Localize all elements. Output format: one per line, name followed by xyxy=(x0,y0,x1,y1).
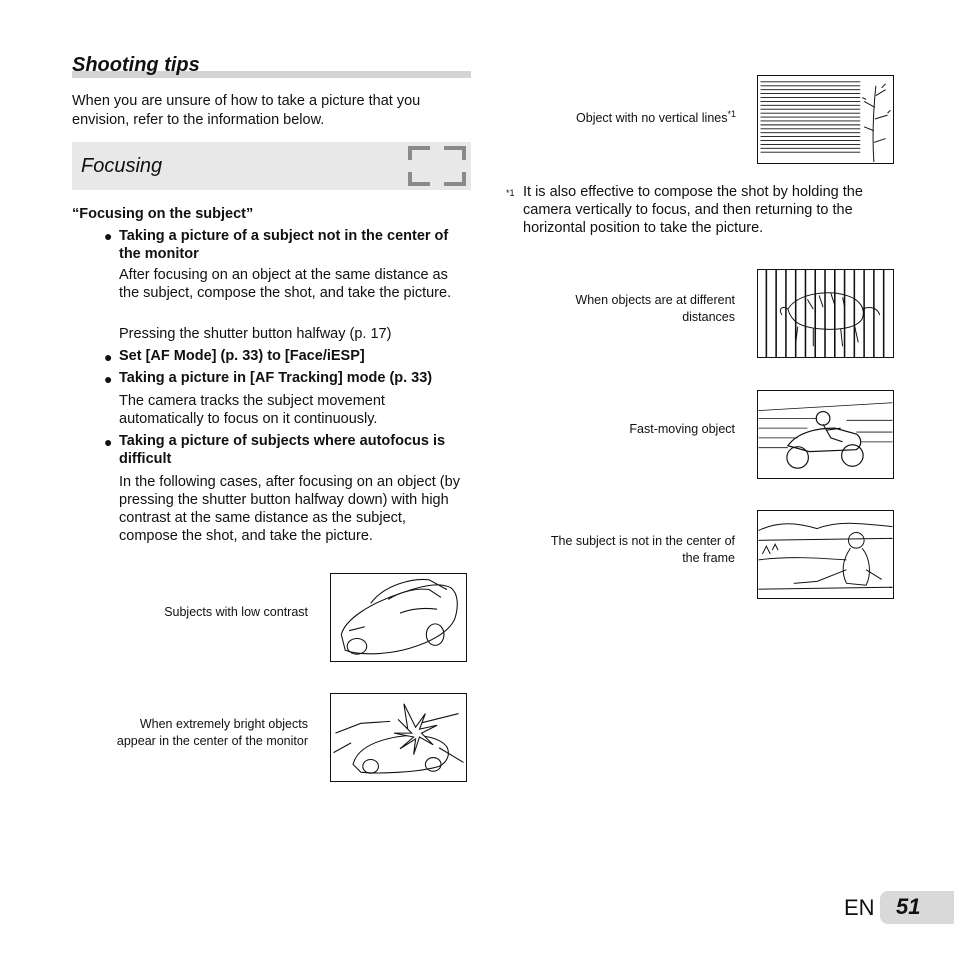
page-number: 51 xyxy=(896,894,921,919)
caption-distances-line2: distances xyxy=(682,310,735,324)
cage-tiger-illustration xyxy=(757,269,894,358)
caption-bright-line2: appear in the center of the monitor xyxy=(116,734,308,748)
section-title: Focusing xyxy=(81,155,163,177)
caption-bright-line1: When extremely bright objects xyxy=(139,717,308,731)
bullet-icon: ● xyxy=(104,434,113,450)
low-contrast-car-illustration xyxy=(330,573,467,662)
item-title: Taking a picture of a subject not in the center of the monitor xyxy=(119,228,449,262)
caption-not-center-line1: The subject is not in the center of xyxy=(550,534,735,548)
footnote-mark: *1 xyxy=(506,188,515,198)
intro-text: When you are unsure of how to take a picture that you envision, refer to the information below. xyxy=(72,93,421,128)
footnote-ref: *1 xyxy=(727,109,736,119)
caption-fast: Fast-moving object xyxy=(629,422,735,436)
footnote-text: It is also effective to compose the shot by holding the camera vertically to focus, and then returning to the horizontal position to take the picture. xyxy=(523,184,863,236)
off-center-subject-illustration xyxy=(757,510,894,599)
bullet-icon: ● xyxy=(104,371,113,387)
af-frame-icon xyxy=(408,146,466,186)
page-heading: Shooting tips xyxy=(72,54,200,76)
caption-distances-line1: When objects are at different xyxy=(575,293,735,307)
bullet-icon: ● xyxy=(104,228,113,244)
item-title: Set [AF Mode] (p. 33) to [Face/iESP] xyxy=(119,348,365,364)
language-code: EN xyxy=(844,895,875,920)
bullet-icon: ● xyxy=(104,349,113,365)
bright-object-car-illustration xyxy=(330,693,467,782)
item-body: In the following cases, after focusing on an object (by pressing the shutter button halfway down) with high contrast at the same distance as the subject, compose the shot, and take the picture. xyxy=(119,474,460,544)
caption-no-vertical-text: Object with no vertical lines xyxy=(576,111,728,126)
item-title: Taking a picture of subjects where autofocus is difficult xyxy=(119,433,446,467)
subsection-title: “Focusing on the subject” xyxy=(72,206,254,222)
caption-no-vertical xyxy=(500,106,736,127)
item-body: The camera tracks the subject movement automatically to focus on it continuously. xyxy=(119,393,385,427)
horizontal-lines-illustration xyxy=(757,75,894,164)
item-body: Pressing the shutter button halfway (p. 17) xyxy=(119,326,392,342)
item-body: After focusing on an object at the same distance as the subject, compose the shot, and take the picture. xyxy=(119,267,452,301)
caption-not-center-line2: the frame xyxy=(682,551,735,565)
caption-low-contrast: Subjects with low contrast xyxy=(164,605,308,619)
item-title: Taking a picture in [AF Tracking] mode (p. 33) xyxy=(119,370,433,386)
motorcycle-illustration xyxy=(757,390,894,479)
